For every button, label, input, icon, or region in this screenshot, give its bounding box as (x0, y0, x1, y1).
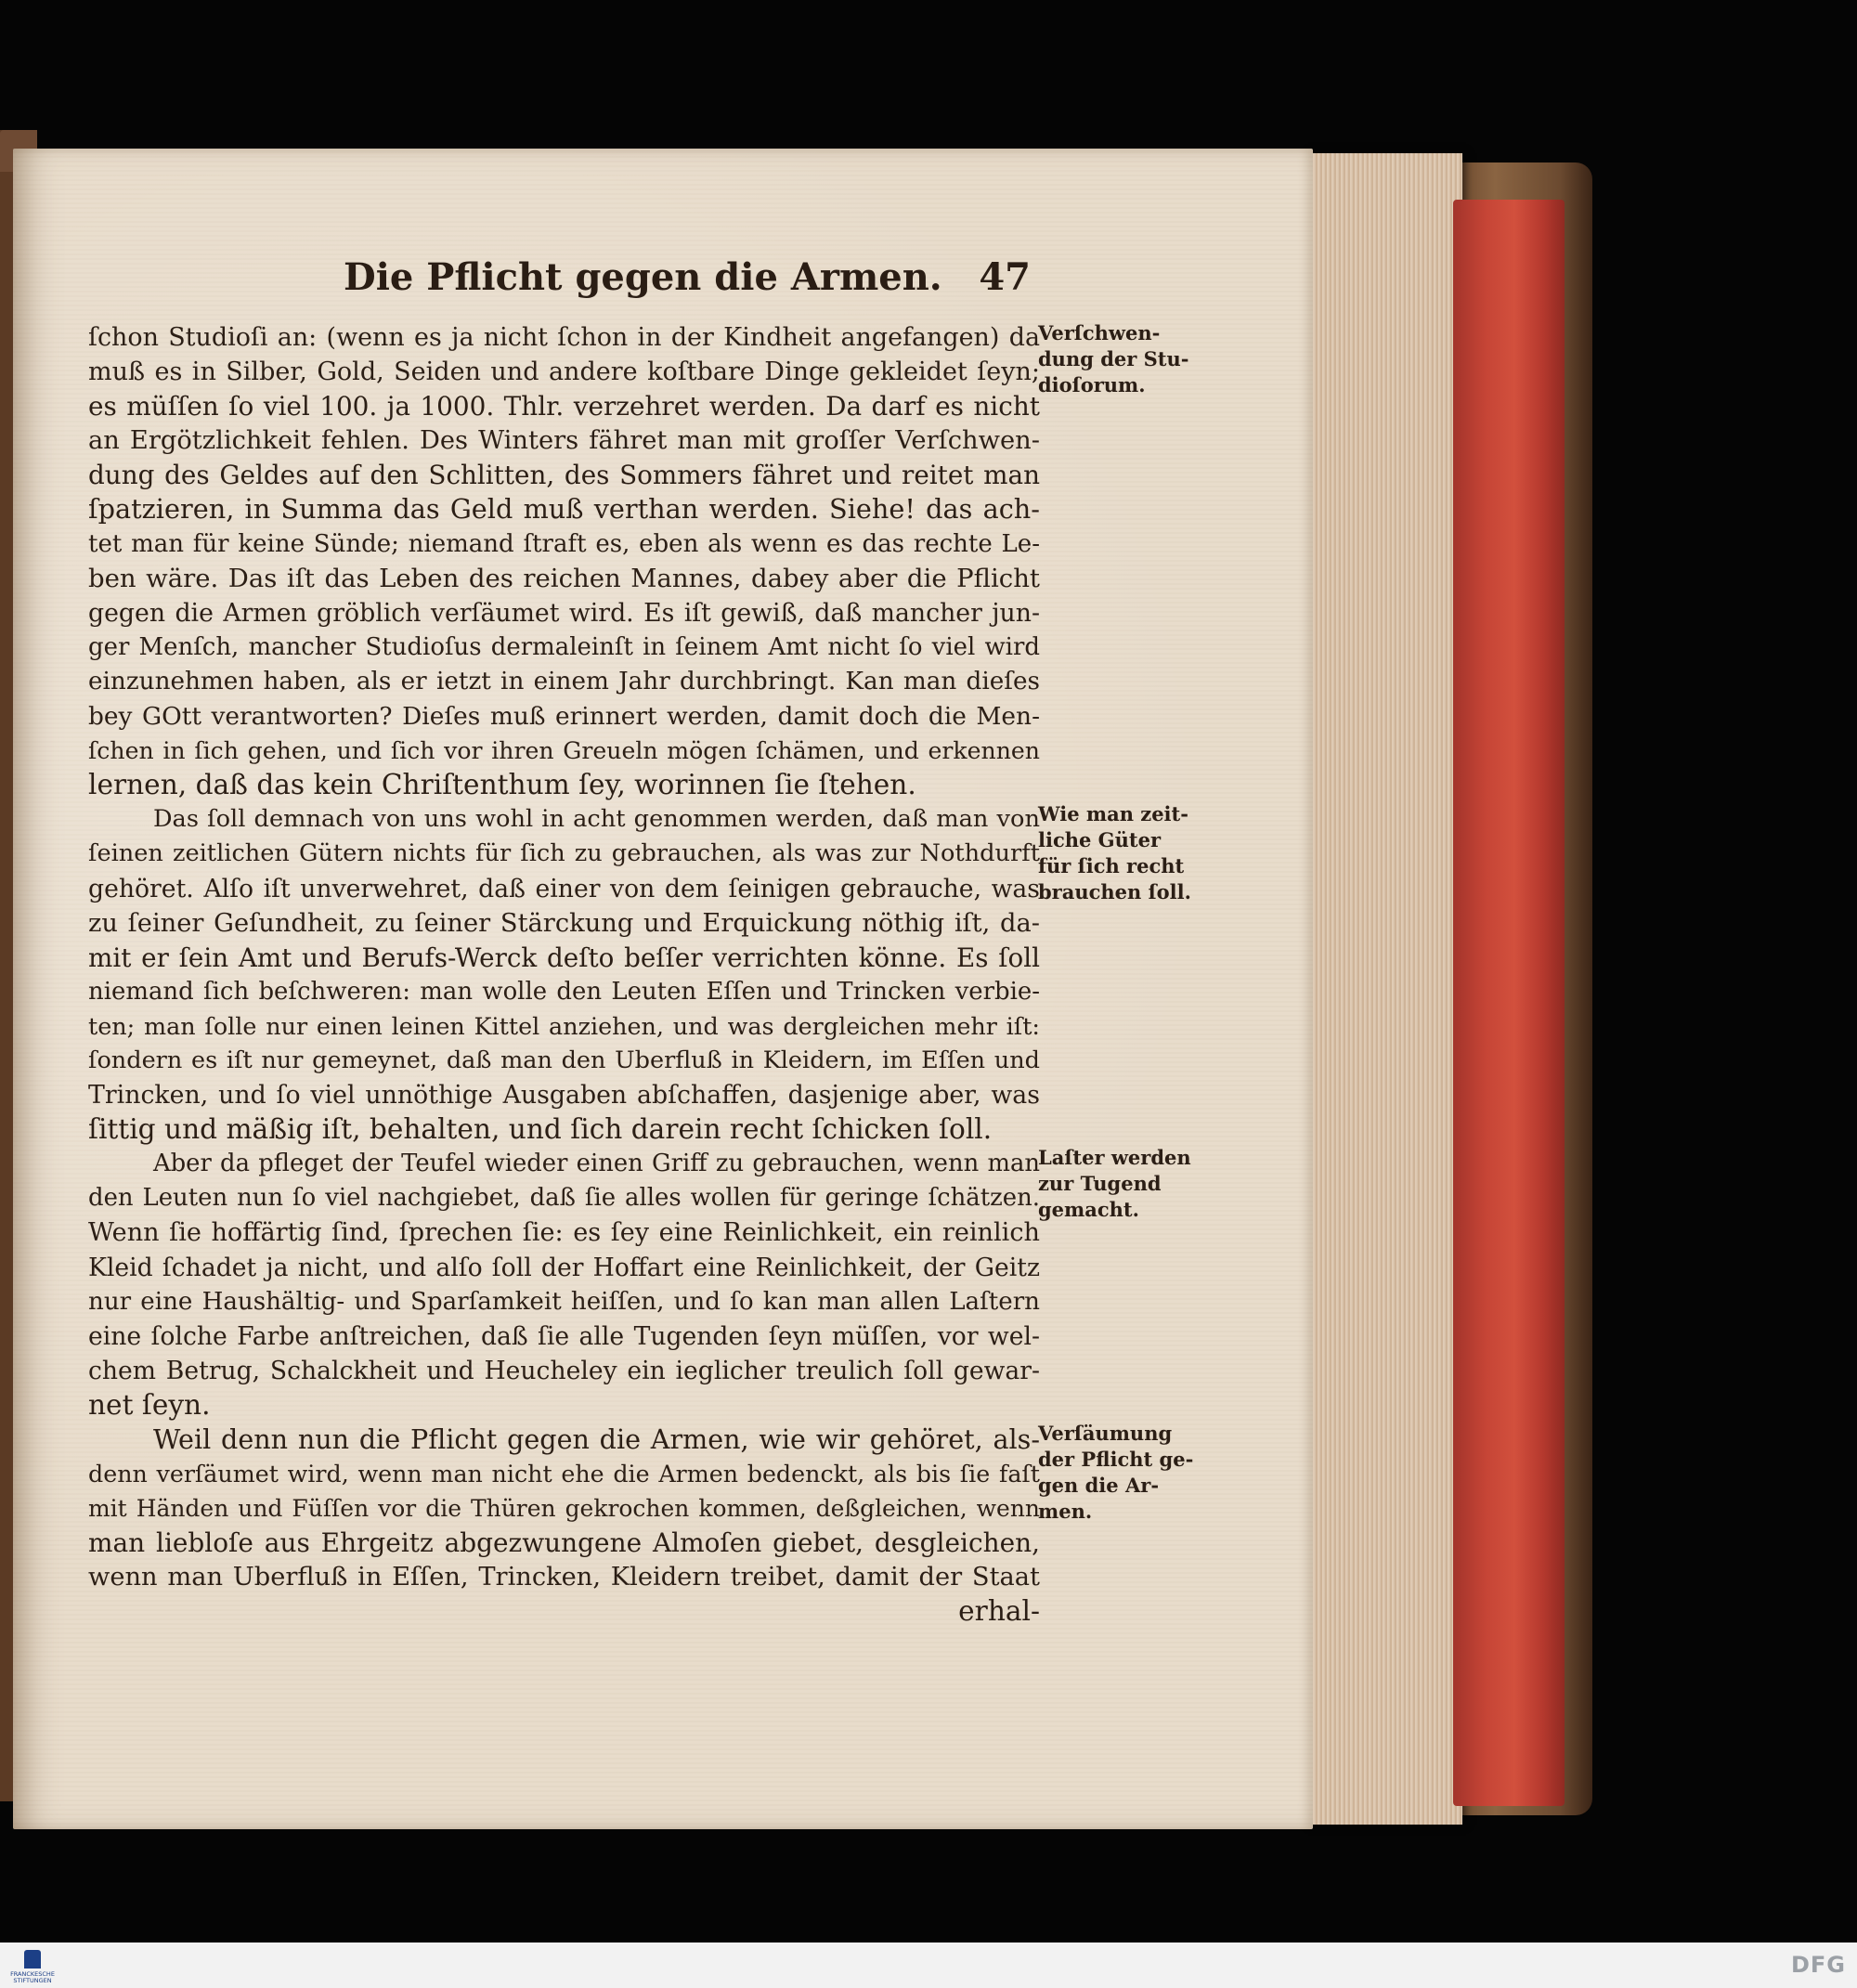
text-line: ſchon Studioſi an: (wenn es ja nicht ſchon in der Kindheit angefangen) da (88, 323, 1040, 352)
margin-note-line: brauchen ſoll. (1038, 880, 1191, 903)
margin-note-3 (1038, 1145, 1191, 1223)
dfg-logo[interactable]: DFG (1790, 1952, 1846, 1978)
catchword: erhal- (958, 1595, 1040, 1628)
text-line: Das ſoll demnach von uns wohl in acht genommen werden, daß man von (153, 805, 1040, 834)
text-line: zu ſeiner Geſundheit, zu ſeiner Stärckung und Erquickung nöthig iſt, da- (88, 908, 1040, 938)
building-icon (24, 1950, 41, 1969)
page-block-edges (1305, 153, 1462, 1825)
margin-note-line: gen die Ar- (1038, 1474, 1160, 1497)
text-line: ſittig und mäßig iſt, behalten, und ſich darein recht ſchicken ſoll. (88, 1113, 993, 1146)
margin-note-line: gemacht. (1038, 1198, 1139, 1221)
text-line: ſchen in ſich gehen, und ſich vor ihren Greueln mögen ſchämen, und erkennen (88, 737, 1040, 765)
text-line: lernen, daß das kein Chriſtenthum ſey, worinnen ſie ſtehen. (88, 769, 916, 801)
text-line: muß es in Silber, Gold, Seiden und andere koſtbare Dinge gekleidet ſeyn; (88, 357, 1040, 387)
text-line: dung des Geldes auf den Schlitten, des Sommers fähret und reitet man (88, 460, 1040, 491)
page-number: 47 (979, 255, 1031, 299)
page-header (344, 246, 1031, 311)
margin-note-line: Wie man zeit- (1038, 802, 1188, 825)
text-line: Aber da pfleget der Teufel wieder einen Griff zu gebrauchen, wenn man (153, 1150, 1040, 1178)
text-line: ten; man ſolle nur einen leinen Kittel anziehen, und was dergleichen mehr iſt: (88, 1011, 1040, 1040)
text-line: nur eine Haushältig- und Sparſamkeit heiſſen, und ſo kan man allen Laſtern (88, 1287, 1040, 1316)
text-line: an Ergötzlichkeit fehlen. Des Winters fähret man mit groſſer Verſchwen- (88, 426, 1040, 456)
red-page-edge (1453, 200, 1565, 1806)
franckesche-stiftungen-logo[interactable] (9, 1948, 56, 1983)
text-line: gehöret. Alſo iſt unverwehret, daß einer von dem ſeinigen gebrauche, was (88, 874, 1040, 903)
margin-note-line: der Pflicht ge- (1038, 1448, 1194, 1471)
text-line: ger Menſch, mancher Studioſus dermaleinſt in ſeinem Amt nicht ſo viel wird (88, 632, 1040, 661)
text-line: Trincken, und ſo viel unnöthige Ausgaben abſchaffen, dasjenige aber, was (88, 1081, 1040, 1111)
margin-note-line: men. (1038, 1500, 1093, 1523)
margin-note-line: zur Tugend (1038, 1172, 1162, 1195)
margin-note-line: liche Güter (1038, 828, 1162, 851)
viewer-footer (0, 1943, 1857, 1988)
margin-note-line: Laſter werden (1038, 1146, 1191, 1169)
text-line: Weil denn nun die Pflicht gegen die Armen, wie wir gehöret, als- (153, 1423, 1040, 1455)
text-line: man liebloſe aus Ehrgeitz abgezwungene Almoſen giebet, desgleichen, (88, 1527, 1040, 1559)
text-line: tet man für keine Sünde; niemand ſtraft es, eben als wenn es das rechte Le- (88, 529, 1040, 558)
margin-note-line: Verſchwen- (1038, 321, 1161, 344)
margin-note-4 (1038, 1421, 1194, 1525)
margin-note-1 (1038, 320, 1187, 398)
text-line: ſeinen zeitlichen Gütern nichts für ſich zu gebrauchen, als was zur Nothdurft (88, 839, 1040, 868)
text-line: ſpatzieren, in Summa das Geld muß verthan werden. Siehe! das ach- (88, 493, 1040, 526)
text-line: niemand ſich beſchweren: man wolle den Leuten Eſſen und Trincken verbie- (88, 977, 1040, 1006)
text-line: wenn man Uberfluß in Eſſen, Trincken, Kleidern treibet, damit der Staat (88, 1563, 1040, 1592)
logo-left-text: FRANCKESCHE STIFTUNGEN (10, 1970, 55, 1984)
text-line: Kleid ſchadet ja nicht, und alſo ſoll der Hoffart eine Reinlichkeit, der Geitz (88, 1253, 1040, 1282)
margin-note-line: für ſich recht (1038, 854, 1185, 877)
running-title: Die Pflicht gegen die Armen. (344, 255, 942, 299)
margin-note-line: Verſäumung (1038, 1422, 1173, 1445)
text-line: den Leuten nun ſo viel nachgiebet, daß ſie alles wollen für geringe ſchätzen. (88, 1184, 1040, 1213)
text-line: es müſſen ſo viel 100. ja 1000. Thlr. verzehret werden. Da darf es nicht (88, 391, 1040, 422)
text-line: einzunehmen haben, als er ietzt in einem Jahr durchbringt. Kan man dieſes (88, 667, 1040, 695)
text-line: Wenn ſie hoffärtig ſind, ſprechen ſie: es ſey eine Reinlichkeit, ein reinlich (88, 1218, 1040, 1248)
margin-note-2 (1038, 801, 1191, 905)
text-line: denn verſäumet wird, wenn man nicht ehe die Armen bedenckt, als bis ſie faſt (88, 1460, 1040, 1488)
text-line: mit Händen und Füſſen vor die Thüren gekrochen kommen, deßgleichen, wenn (88, 1495, 1040, 1523)
margin-note-line: dioſorum. (1038, 373, 1146, 396)
text-line: eine ſolche Farbe anſtreichen, daß ſie alle Tugenden ſeyn müſſen, vor wel- (88, 1321, 1040, 1351)
text-line: mit er ſein Amt und Berufs-Werck deſto beſſer verrichten könne. Es ſoll (88, 942, 1040, 973)
text-line: ſondern es iſt nur gemeynet, daß man den Uberfluß in Kleidern, im Eſſen und (88, 1046, 1040, 1074)
text-line: ben wäre. Das iſt das Leben des reichen Mannes, dabey aber die Pflicht (88, 563, 1040, 593)
text-line: gegen die Armen gröblich verſäumet wird. Es iſt gewiß, daß mancher jun- (88, 598, 1040, 628)
text-line: bey GOtt verantworten? Dieſes muß erinnert werden, damit doch die Men- (88, 702, 1040, 732)
text-line: chem Betrug, Schalckheit und Heucheley ein ieglicher treulich ſoll gewar- (88, 1356, 1040, 1385)
margin-note-line: dung der Stu- (1038, 347, 1189, 370)
main-text (88, 320, 1040, 1630)
text-line: net ſeyn. (88, 1388, 211, 1421)
